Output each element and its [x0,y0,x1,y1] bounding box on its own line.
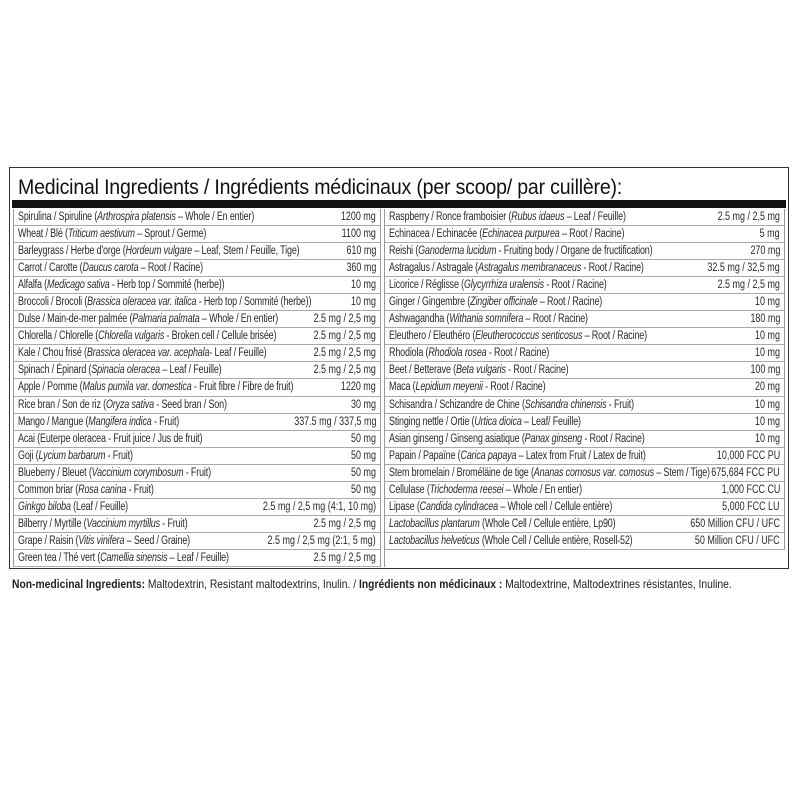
ingredient-row [13,243,381,260]
ingredient-dose: 50 mg [351,432,376,445]
ingredient-name-part: Papain / Papaïne ( [389,449,461,462]
ingredient-dose: 30 mg [351,398,376,411]
ingredient-name-part: - Herb top / Sommité (herbe)) [196,296,312,309]
ingredient-dose: 10 mg [755,330,780,343]
ingredient-dose: 2.5 mg / 2,5 mg (2:1, 5 mg) [267,534,376,547]
ingredient-row [13,226,381,243]
ingredient-dose: 50 mg [351,449,376,462]
ingredient-name [18,211,254,223]
ingredient-dose: 10 mg [351,296,376,309]
ingredient-latin-name: Malus pumila var. domestica [82,381,192,394]
ingredient-dose: 5 mg [760,228,780,241]
ingredient-name-part: – Whole / En entier) [503,483,582,496]
ingredient-name-part: – Leaf / Feuille) [159,364,222,377]
ingredient-dose: 650 Million CFU / UFC [690,517,780,530]
non-medicinal-label-en: Non-medicinal Ingredients: [12,577,146,591]
ingredient-name [18,535,190,547]
ingredient-name-part: Spirulina / Spiruline ( [18,211,98,223]
ingredient-latin-name: Chlorella vulgaris [98,330,165,343]
ingredient-latin-name: Rubus idaeus [511,211,565,223]
ingredient-name-part: Broccoli / Brocoli ( [18,296,88,309]
ingredient-latin-name: Ananas comosus var. comosus [533,466,654,479]
ingredient-name-part: Green tea / Thé vert ( [18,551,101,564]
ingredient-name-part: Cellulase ( [389,483,430,496]
ingredient-name [18,279,224,291]
ingredient-dose: 10 mg [755,347,780,360]
ingredient-row [13,328,381,345]
ingredient-row [385,243,785,260]
ingredient-dose: 50 Million CFU / UFC [695,534,780,547]
ingredient-name-part: Echinacea / Echinacée ( [389,228,483,241]
ingredient-name-part: – Root / Racine) [559,228,625,241]
ingredient-dose: 1100 mg [341,228,376,241]
ingredient-name-part: - Fruit fibre / Fibre de fruit) [191,381,294,394]
ingredient-row [385,482,785,499]
ingredient-name-part: Spinach / Épinard ( [18,364,92,377]
ingredient-dose: 270 mg [750,245,780,258]
ingredient-latin-name: Withania somnifera [449,313,524,326]
ingredient-name-part: Rice bran / Son de riz ( [18,398,106,411]
ingredient-name-part: Wheat / Blé ( [18,228,68,241]
ingredient-name [18,433,202,445]
ingredient-name-part: Asian ginseng / Ginseng asiatique ( [389,432,525,445]
ingredient-dose: 10,000 FCC PU [716,449,780,462]
ingredient-name-part: - Leaf / Feuille) [209,347,267,360]
ingredient-name-part: – Leaf, Stem / Feuille, Tige) [192,245,300,258]
ingredient-row [13,379,381,396]
ingredient-latin-name: Brassica oleracea var. italica [87,296,197,309]
ingredient-name [389,262,644,274]
ingredient-name [389,313,588,325]
ingredient-latin-name: Arthrospira platensis [97,211,176,223]
ingredient-latin-name: Palmaria palmata [132,313,200,326]
ingredient-dose: 100 mg [750,364,780,377]
ingredient-row [385,431,785,448]
ingredient-name [18,416,179,428]
ingredient-name-part: Reishi ( [389,245,419,258]
ingredient-latin-name: Panax ginseng [524,432,582,445]
ingredient-row [385,294,785,311]
ingredient-row [13,431,381,448]
ingredient-row [13,448,381,465]
ingredient-dose: 10 mg [755,415,780,428]
ingredient-name-part: – Stem / Tige) [653,466,710,479]
ingredients-column-left [13,209,381,567]
ingredient-name-part: - Fruit) [183,466,211,479]
ingredient-name [18,347,267,359]
ingredient-row [13,499,381,516]
ingredient-row [13,397,381,414]
ingredient-name-part: Dulse / Main-de-mer palmée ( [18,313,133,326]
ingredient-latin-name: Camellia sinensis [100,551,168,564]
ingredient-name-part: (Whole Cell / Cellule entière, Rosell-52) [479,534,633,547]
ingredient-dose: 1220 mg [341,381,376,394]
ingredient-dose: 675,684 FCC PU [711,466,780,479]
ingredient-latin-name: Carica papaya [460,449,517,462]
ingredient-row [385,260,785,277]
ingredient-name [389,228,624,240]
ingredient-latin-name: Ginkgo biloba [18,500,71,513]
ingredient-name-part: Ginger / Gingembre ( [389,296,471,309]
ingredient-latin-name: Rhodiola rosea [428,347,487,360]
ingredient-row [385,533,785,550]
ingredient-dose: 20 mg [755,381,780,394]
ingredient-dose: 50 mg [351,483,376,496]
ingredient-name [389,518,615,530]
ingredient-dose: 180 mg [750,313,780,326]
ingredient-latin-name: Lepidium meyenii [415,381,483,394]
ingredient-name [18,518,187,530]
ingredient-latin-name: Echinacea purpurea [482,228,560,241]
ingredient-name-part: - Fruit) [105,449,133,462]
ingredient-name-part: Barleygrass / Herbe d'orge ( [18,245,126,258]
ingredient-name-part: – Whole / En entier) [199,313,279,326]
ingredient-row [13,516,381,533]
ingredient-latin-name: Lycium barbarum [38,449,106,462]
ingredient-latin-name: Oryza sativa [105,398,154,411]
ingredient-dose: 1,000 FCC CU [721,483,780,496]
ingredient-dose: 2.5 mg / 2,5 mg [313,330,376,343]
ingredient-name [389,381,545,393]
ingredient-name [18,262,203,274]
ingredient-latin-name: Hordeum vulgare [125,245,193,258]
ingredient-name-part: Raspberry / Ronce framboisier ( [389,211,512,223]
ingredient-name [389,484,582,496]
ingredient-row [385,277,785,294]
ingredient-latin-name: Eleutherococcus senticosus [475,330,583,343]
ingredient-name [18,364,222,376]
ingredient-name [389,279,607,291]
ingredient-row [385,379,785,396]
ingredient-name-part: - Fruit) [126,483,154,496]
non-medicinal-label-fr: Ingrédients non médicinaux : [358,577,503,591]
ingredient-name-part: Grape / Raisin ( [18,534,79,547]
ingredient-name-part: Goji ( [18,449,39,462]
ingredient-latin-name: Vitis vinifera [78,534,125,547]
ingredient-name [18,228,206,240]
ingredient-name-part: Stem bromelain / Broméläine de tige ( [389,466,534,479]
ingredient-latin-name: Trichoderma reesei [429,483,504,496]
ingredient-row [13,414,381,431]
ingredient-row [385,328,785,345]
ingredient-dose: 2.5 mg / 2,5 mg (4:1, 10 mg) [262,500,376,513]
ingredient-row [13,362,381,379]
ingredient-latin-name: Ganoderma lucidum [418,245,497,258]
ingredient-row [13,311,381,328]
ingredient-row [13,465,381,482]
ingredient-name [389,347,549,359]
ingredient-name-part: - Fruit) [606,398,634,411]
ingredient-latin-name: Schisandra chinensis [524,398,607,411]
ingredient-name [389,501,612,513]
ingredient-latin-name: Beta vulgaris [455,364,506,377]
ingredient-latin-name: Lactobacillus helveticus [389,534,480,547]
ingredient-name-part: – Leaf / Feuille) [564,211,626,223]
ingredient-latin-name: Daucus carota [82,262,139,275]
ingredient-name [18,399,227,411]
ingredient-row [385,311,785,328]
ingredient-latin-name: Brassica oleracea var. acephala [86,347,210,360]
ingredient-name-part: – Root / Racine) [537,296,603,309]
ingredient-name-part: Licorice / Réglisse ( [389,279,464,292]
ingredients-column-right [384,209,785,567]
ingredient-dose: 360 mg [346,262,376,275]
ingredient-dose: 2.5 mg / 2,5 mg [313,517,376,530]
ingredient-name-part: - Fruit) [159,517,188,530]
ingredient-dose: 5,000 FCC LU [722,500,780,513]
ingredient-latin-name: Glycyrrhiza uralensis [463,279,544,292]
ingredient-latin-name: Medicago sativa [47,279,110,292]
ingredient-name [18,467,211,479]
ingredient-dose: 2.5 mg / 2,5 mg [717,279,780,292]
ingredient-name-part: - Root / Racine) [543,279,607,292]
ingredient-name-part: Ashwagandha ( [389,313,450,326]
ingredient-name-part: - Root / Racine) [505,364,569,377]
ingredient-name [389,364,568,376]
ingredient-name-part: Lipase ( [389,500,420,513]
non-medicinal-text-fr: Maltodextrine, Maltodextrines résistantes, Inuline. [502,577,732,591]
ingredient-row [385,448,785,465]
ingredient-name [389,433,645,445]
ingredient-row [385,209,785,226]
ingredient-dose: 10 mg [755,296,780,309]
ingredient-dose: 2.5 mg / 2,5 mg [313,364,376,377]
ingredient-name-part: Acai (Euterpe oleracea - Fruit juice / Jus de fruit) [18,432,203,445]
medicinal-ingredients-panel [9,167,789,569]
ingredient-dose: 10 mg [351,279,376,292]
ingredient-row [385,516,785,533]
ingredient-name-part: Carrot / Carotte ( [18,262,83,275]
ingredient-row [13,294,381,311]
ingredient-name-part: - Root / Racine) [581,262,644,275]
ingredient-name-part: Chlorella / Chlorelle ( [18,330,99,343]
ingredient-name-part: Apple / Pomme ( [18,381,83,394]
ingredient-row [385,345,785,362]
ingredient-name-part: – Root / Racine) [138,262,203,275]
ingredient-name-part: – Whole / En entier) [175,211,255,223]
ingredient-latin-name: Vaccinium corymbosum [91,466,184,479]
ingredient-name-part: Stinging nettle / Ortie ( [389,415,475,428]
ingredient-name-part: - Root / Racine) [482,381,546,394]
ingredient-latin-name: Zingiber officinale [470,296,538,309]
ingredient-latin-name: Rosa canina [78,483,127,496]
ingredient-name-part: - Herb top / Sommité (herbe)) [109,279,225,292]
ingredient-dose: 2.5 mg / 2,5 mg [313,551,376,564]
ingredient-latin-name: Astragalus membranaceus [477,262,582,275]
ingredient-name-part: Mango / Mangue ( [18,415,89,428]
ingredient-name [389,450,646,462]
ingredient-name [389,296,602,308]
ingredient-name-part: - Broken cell / Cellule brisée) [164,330,277,343]
ingredient-row [13,209,381,226]
ingredient-name-part: Blueberry / Bleuet ( [18,466,92,479]
ingredient-name-part: - Seed bran / Son) [153,398,227,411]
ingredient-name-part: - Root / Racine) [486,347,550,360]
ingredient-name-part: (Leaf / Feuille) [70,500,129,513]
ingredient-dose: 1200 mg [341,211,376,223]
panel-title: Medicinal Ingredients / Ingrédients médicinaux (per scoop/ par cuillère): [18,176,623,199]
ingredient-name [18,501,128,513]
ingredient-row [385,465,785,482]
ingredient-row [385,397,785,414]
ingredient-name-part: – Leaf / Feuille) [167,551,229,564]
ingredient-name [389,399,634,411]
ingredient-name-part: Bilberry / Myrtille ( [18,517,87,530]
ingredient-name-part: - Fruit) [151,415,180,428]
ingredient-latin-name: Candida cylindracea [419,500,498,513]
non-medicinal-ingredients [12,577,732,591]
ingredient-name-part: - Root / Racine) [581,432,645,445]
ingredient-name [18,552,229,564]
ingredient-name [18,296,311,308]
ingredient-latin-name: Urtica dioica [474,415,522,428]
ingredient-row [13,482,381,499]
ingredient-dose: 337.5 mg / 337,5 mg [293,415,376,428]
ingredient-name [18,330,276,342]
ingredient-name-part: Astragalus / Astragale ( [389,262,478,275]
ingredient-name-part: Beet / Betterave ( [389,364,456,377]
ingredient-latin-name: Mangifera indica [88,415,152,428]
ingredient-dose: 10 mg [755,398,780,411]
ingredient-name [18,245,300,257]
ingredient-name-part: – Seed / Graine) [124,534,191,547]
ingredient-name-part: Schisandra / Schizandre de Chine ( [389,398,525,411]
ingredient-name [18,450,133,462]
ingredient-row [13,345,381,362]
ingredient-dose: 2.5 mg / 2,5 mg [717,211,780,223]
ingredient-row [385,499,785,516]
ingredient-dose: 2.5 mg / 2,5 mg [313,313,376,326]
ingredient-dose: 50 mg [351,466,376,479]
ingredient-row [13,277,381,294]
ingredient-name [389,467,710,479]
ingredient-name [18,484,154,496]
ingredient-name-part: Rhodiola ( [389,347,429,360]
ingredient-name-part: Maca ( [389,381,416,394]
ingredient-name [389,211,626,223]
ingredient-name [18,313,278,325]
ingredient-name-part: – Root / Racine) [582,330,647,343]
ingredient-name [389,416,581,428]
ingredient-name [18,381,293,393]
ingredient-row [385,414,785,431]
ingredient-name-part: – Whole cell / Cellule entière) [497,500,613,513]
ingredient-row [13,550,381,567]
ingredient-name [389,330,647,342]
ingredient-row [385,362,785,379]
ingredient-name-part: Common briar ( [18,483,79,496]
ingredient-name-part: - Fruiting body / Organe de fructification) [496,245,653,258]
ingredient-name-part: – Root / Racine) [523,313,588,326]
ingredient-dose: 32.5 mg / 32,5 mg [707,262,780,275]
ingredient-row [385,226,785,243]
ingredient-name-part: Alfalfa ( [18,279,48,292]
title-divider [12,200,786,208]
ingredient-latin-name: Spinacia oleracea [91,364,160,377]
ingredient-name-part: Kale / Chou frisé ( [18,347,87,360]
ingredient-name-part: (Whole Cell / Cellule entière, Lp90) [479,517,616,530]
ingredient-name [389,245,652,257]
ingredient-name-part: – Leaf/ Feuille) [521,415,581,428]
ingredient-name-part: – Sprout / Germe) [134,228,207,241]
ingredient-row [13,533,381,550]
ingredient-dose: 10 mg [755,432,780,445]
ingredient-row [13,260,381,277]
ingredient-name [389,535,632,547]
ingredient-latin-name: Lactobacillus plantarum [389,517,480,530]
ingredient-dose: 610 mg [346,245,376,258]
non-medicinal-text-en: Maltodextrin, Resistant maltodextrins, Inulin. / [145,577,359,591]
ingredient-dose: 2.5 mg / 2,5 mg [313,347,376,360]
ingredient-latin-name: Vaccinium myrtillus [86,517,160,530]
ingredient-name-part: Eleuthero / Eleuthéro ( [389,330,476,343]
ingredient-latin-name: Triticum aestivum [67,228,135,241]
ingredient-name-part: – Latex from Fruit / Latex de fruit) [516,449,646,462]
